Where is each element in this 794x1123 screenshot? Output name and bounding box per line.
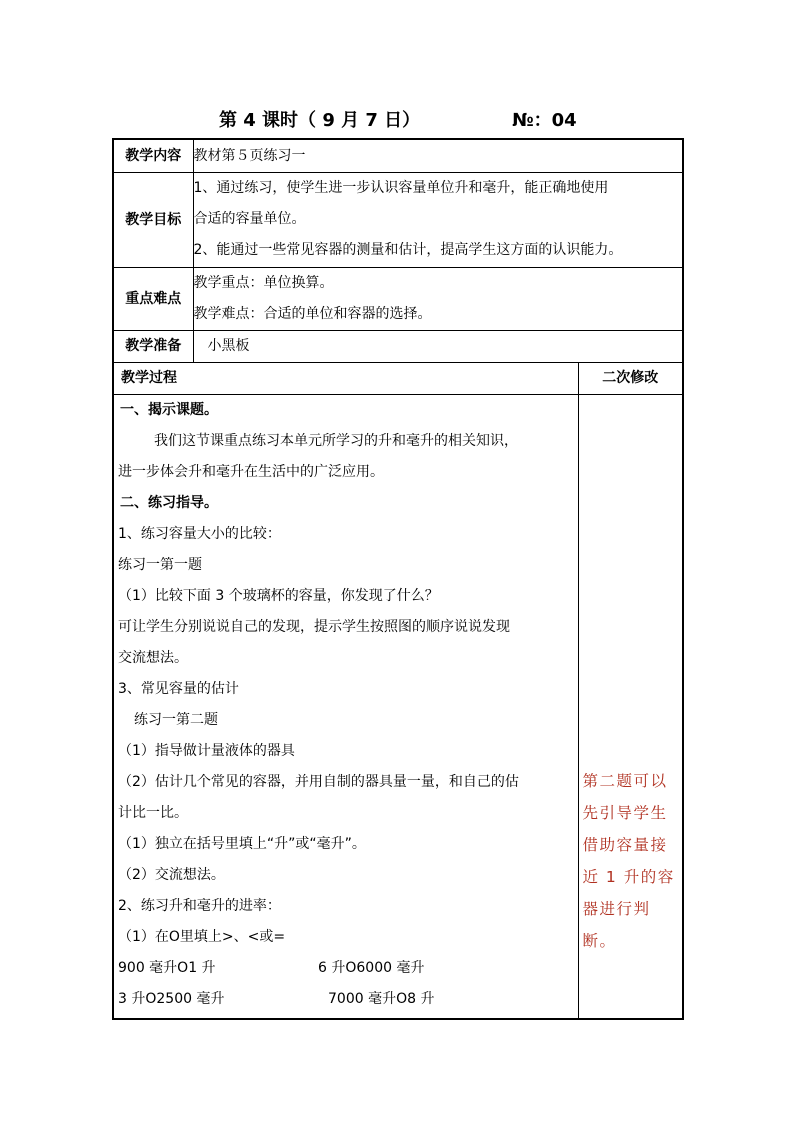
process-line: 我们这节课重点练习本单元所学习的升和毫升的相关知识， <box>154 432 518 449</box>
process-line: （2）交流想法。 <box>118 866 225 883</box>
process-line: 2、练习升和毫升的进率： <box>118 897 281 914</box>
key-point-line: 教学重点：单位换算。 <box>193 274 334 291</box>
revision-note-line: 先引导学生 <box>582 803 668 822</box>
goal-line: 2、能通过一些常见容器的测量和估计，提高学生这方面的认识能力。 <box>193 242 623 258</box>
revision-column <box>578 394 683 1019</box>
comparison-item: 6 升O6000 毫升 <box>318 959 425 976</box>
section-heading: 二、练习指导。 <box>120 494 218 511</box>
comparison-item: 900 毫升O1 升 <box>118 959 216 976</box>
page-header <box>0 104 794 134</box>
content-label: 教学内容 <box>113 139 193 172</box>
process-line: 计比一比。 <box>118 804 188 821</box>
goals-label: 教学目标 <box>113 172 193 267</box>
prep-value: 小黑板 <box>193 330 683 362</box>
revision-note <box>579 765 683 957</box>
content-value: 教材第５页练习一 <box>193 139 683 172</box>
revision-note-line: 器进行判断。 <box>582 899 651 950</box>
row-key-points <box>113 267 683 330</box>
revision-note-line: 借助容量接 <box>582 835 668 854</box>
goals-value <box>193 172 683 267</box>
comparison-row <box>118 984 578 1015</box>
process-line: 可让学生分别说说自己的发现，提示学生按照图的顺序说说发现 <box>118 618 510 635</box>
key-points-value <box>193 267 683 330</box>
process-line: （1）独立在括号里填上“升”或“毫升”。 <box>118 835 366 852</box>
row-process-body <box>113 394 683 1019</box>
process-line: 练习一第二题 <box>134 711 218 728</box>
process-line: （1）比较下面 3 个玻璃杯的容量，你发现了什么？ <box>118 587 439 604</box>
process-line: 进一步体会升和毫升在生活中的广泛应用。 <box>118 463 384 480</box>
process-line: （1）指导做计量液体的器具 <box>118 742 295 759</box>
row-content <box>113 139 683 172</box>
row-process-header <box>113 362 683 394</box>
goal-line: 1、通过练习，使学生进一步认识容量单位升和毫升，能正确地使用 <box>193 180 609 196</box>
goal-line: 合适的容量单位。 <box>193 211 306 227</box>
process-body <box>113 394 578 1019</box>
revision-note-line: 第二题可以 <box>582 771 668 790</box>
revision-label: 二次修改 <box>578 362 683 394</box>
lesson-title: 第 4 课时（ 9 月 7 日） <box>219 110 421 131</box>
revision-note-line: 近 1 升的容 <box>582 867 675 886</box>
row-prep <box>113 330 683 362</box>
key-point-line: 教学难点：合适的单位和容器的选择。 <box>193 305 432 322</box>
process-line: 练习一第一题 <box>118 556 202 573</box>
section-heading: 一、揭示课题。 <box>120 401 218 418</box>
process-line: （2）估计几个常见的容器，并用自制的器具量一量，和自己的估 <box>118 773 519 790</box>
process-line: 3、常见容量的估计 <box>118 680 239 697</box>
comparison-row <box>118 953 578 984</box>
lesson-plan-table <box>112 138 684 1020</box>
comparison-item: 7000 毫升O8 升 <box>328 990 435 1007</box>
prep-label: 教学准备 <box>113 330 193 362</box>
process-line: 交流想法。 <box>118 649 188 666</box>
key-points-label: 重点难点 <box>113 267 193 330</box>
process-line: 1、练习容量大小的比较： <box>118 525 281 542</box>
lesson-number: №：04 <box>512 110 577 131</box>
process-line: （1）在O里填上>、<或= <box>118 928 286 945</box>
comparison-item: 3 升O2500 毫升 <box>118 990 225 1007</box>
row-goals <box>113 172 683 267</box>
process-label: 教学过程 <box>113 362 578 394</box>
